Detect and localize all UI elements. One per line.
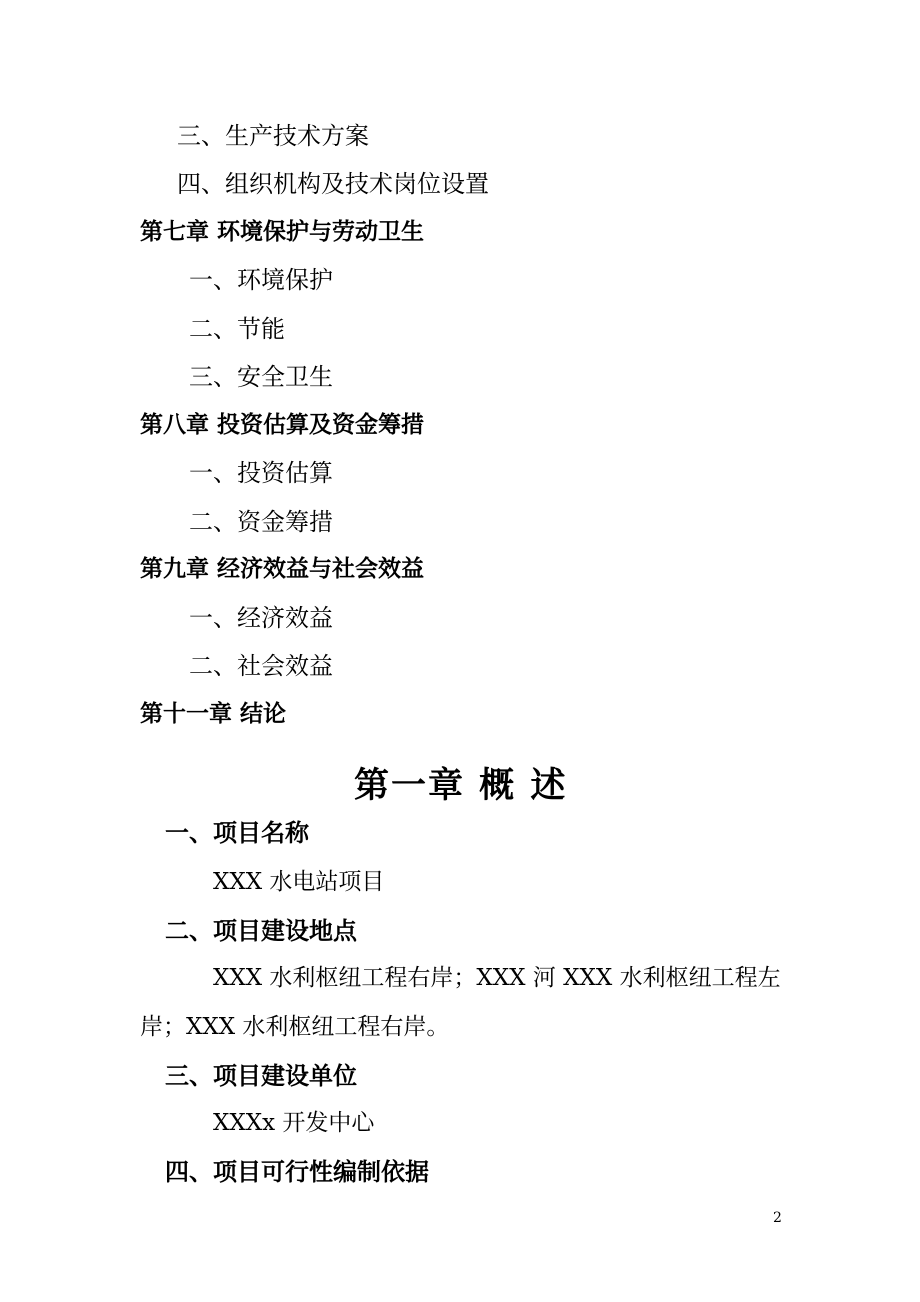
toc-item-environment: 一、环境保护 bbox=[189, 266, 333, 294]
paragraph-location-line-2: 岸；XXX 水利枢纽工程右岸。 bbox=[140, 1014, 450, 1040]
toc-item-organization: 四、组织机构及技术岗位设置 bbox=[177, 170, 489, 198]
chapter-title: 第一章 概 述 bbox=[354, 766, 568, 806]
toc-chapter-7: 第七章 环境保护与劳动卫生 bbox=[140, 219, 425, 245]
toc-item-financing: 二、资金筹措 bbox=[189, 508, 333, 536]
paragraph-owner: XXXx 开发中心 bbox=[213, 1110, 375, 1136]
toc-chapter-11: 第十一章 结论 bbox=[140, 701, 287, 727]
paragraph-location-line-1: XXX 水利枢纽工程右岸；XXX 河 XXX 水利枢纽工程左 bbox=[213, 965, 781, 991]
page-number: 2 bbox=[773, 1210, 782, 1226]
paragraph-project-name: XXX 水电站项目 bbox=[213, 869, 385, 895]
toc-chapter-8: 第八章 投资估算及资金筹措 bbox=[140, 412, 425, 438]
toc-item-production-plan: 三、生产技术方案 bbox=[177, 122, 369, 150]
toc-item-social-benefit: 二、社会效益 bbox=[189, 652, 333, 680]
toc-item-investment-estimate: 一、投资估算 bbox=[189, 459, 333, 487]
section-heading-owner: 三、项目建设单位 bbox=[165, 1062, 357, 1090]
toc-item-safety: 三、安全卫生 bbox=[189, 363, 333, 391]
section-heading-location: 二、项目建设地点 bbox=[165, 917, 357, 945]
toc-item-economic-benefit: 一、经济效益 bbox=[189, 604, 333, 632]
section-heading-project-name: 一、项目名称 bbox=[165, 819, 309, 847]
toc-chapter-9: 第九章 经济效益与社会效益 bbox=[140, 556, 425, 582]
toc-item-energy-saving: 二、节能 bbox=[189, 315, 285, 343]
section-heading-basis: 四、项目可行性编制依据 bbox=[165, 1158, 429, 1186]
